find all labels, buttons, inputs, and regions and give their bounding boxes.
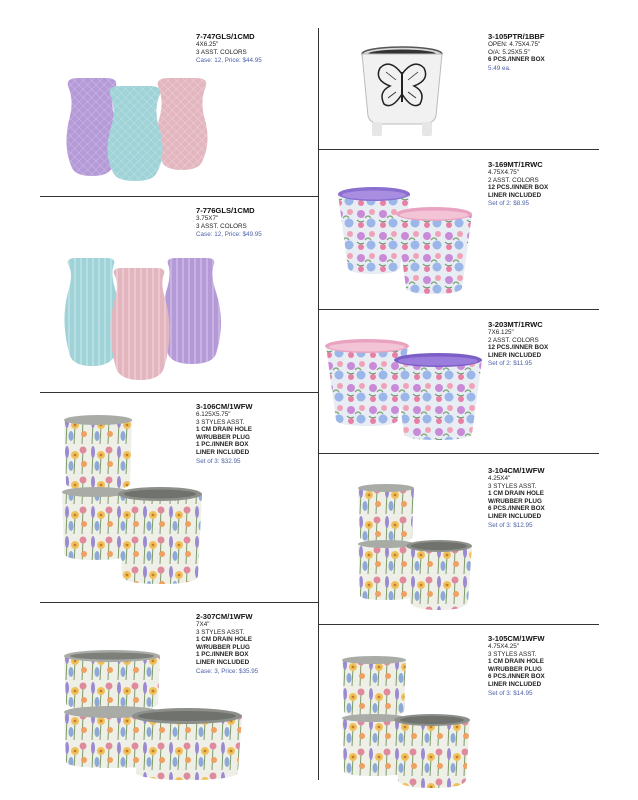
product-spec: LINER INCLUDED [488,680,542,688]
product-spec: 1 CM DRAIN HOLE [488,658,544,666]
product-spec: 6 PCS./INNER BOX [488,56,545,64]
product-price: Set of 3: $12.95 [488,521,533,529]
product-spec: OPEN: 4.75X4.75" [488,41,541,48]
product-spec: 1 CM DRAIN HOLE [488,490,544,498]
row-divider [40,602,318,603]
product-price: Set of 2: $8.95 [488,200,529,208]
product-info-2-307CM [196,612,316,675]
product-info-7-776GLS [196,206,316,239]
product-code: 2-307CM/1WFW [196,612,253,621]
product-spec: W/RUBBER PLUG [488,665,542,673]
product-price: 5.49 ea. [488,64,511,72]
product-spec: 1 PC./INNER BOX [196,651,249,659]
wildflower-cement-pots-icon [340,656,472,790]
product-spec: 6 PCS./INNER BOX [488,673,545,681]
product-spec: 1 PC./INNER BOX [196,441,249,449]
product-spec: 3.75X7" [196,215,219,222]
product-info-3-203MT [488,320,608,368]
product-code: 3-105CM/1WFW [488,634,545,643]
row-divider [319,149,599,150]
product-spec: 4.75X4.75" [488,169,519,176]
product-spec: 12 PCS./INNER BOX [488,184,549,192]
product-spec: 1 CM DRAIN HOLE [196,426,252,434]
product-price: Set of 2: $11.95 [488,360,532,368]
product-spec: O/A: 5.25X5.5" [488,48,530,56]
product-price: Case: 12, Price: $44.95 [196,57,262,65]
row-divider [319,624,599,625]
product-spec: 3 STYLES ASST. [196,418,245,426]
product-spec: 4.75X4.25" [488,643,519,650]
product-spec: 6.125X5.75" [196,411,231,418]
product-spec: 3 ASST. COLORS [196,48,247,56]
product-spec: 3 STYLES ASST. [488,650,537,658]
product-info-3-169MT [488,160,608,208]
product-spec: 12 PCS./INNER BOX [488,344,549,352]
row-divider [319,309,599,310]
product-info-3-105CM [488,634,608,697]
product-info-7-747GLS [196,32,316,65]
butterfly-pot-icon [360,46,444,138]
product-price: Case: 3, Price: $35.95 [196,667,259,675]
product-price: Set of 3: $14.95 [488,689,533,697]
product-spec: W/RUBBER PLUG [196,433,250,441]
product-code: 3-104CM/1WFW [488,466,545,475]
row-divider [319,453,599,454]
row-divider [40,392,318,393]
column-divider [318,28,319,780]
product-spec: 6 PCS./INNER BOX [488,505,545,513]
product-code: 3-203MT/1RWC [488,320,543,329]
product-spec: 3 ASST. COLORS [196,222,247,230]
ribbed-glass-vases-icon [60,258,226,382]
product-spec: LINER INCLUDED [488,191,542,199]
product-spec: 2 ASST. COLORS [488,336,539,344]
floral-tin-pots-icon [324,338,486,442]
product-spec: 7X6.125" [488,329,514,336]
row-divider [40,196,318,197]
product-spec: LINER INCLUDED [196,658,250,666]
product-code: 7-776GLS/1CMD [196,206,255,215]
product-spec: W/RUBBER PLUG [488,497,542,505]
product-price: Case: 12, Price: $49.95 [196,231,262,239]
product-info-3-106CM [196,402,316,465]
floral-tin-pots-icon [334,186,478,296]
product-code: 7-747GLS/1CMD [196,32,255,41]
product-spec: W/RUBBER PLUG [196,643,250,651]
product-code: 3-105PTR/1BBF [488,32,545,41]
product-code: 3-106CM/1WFW [196,402,253,411]
product-price: Set of 3: $32.95 [196,457,241,465]
product-spec: 7X4" [196,621,210,628]
product-info-3-104CM [488,466,608,529]
product-spec: LINER INCLUDED [196,448,250,456]
wildflower-cement-pots-icon [356,484,474,612]
product-spec: 2 ASST. COLORS [488,176,539,184]
product-spec: LINER INCLUDED [488,351,542,359]
product-info-3-105PTR [488,32,608,72]
product-spec: 4.25X4" [488,475,511,482]
product-spec: 3 STYLES ASST. [196,628,245,636]
product-spec: 4X6.25" [196,41,219,48]
product-spec: LINER INCLUDED [488,512,542,520]
product-spec: 1 CM DRAIN HOLE [196,636,252,644]
glass-vases-icon [62,76,212,182]
product-spec: 3 STYLES ASST. [488,482,537,490]
wildflower-cement-pots-icon [62,414,202,586]
product-code: 3-169MT/1RWC [488,160,543,169]
